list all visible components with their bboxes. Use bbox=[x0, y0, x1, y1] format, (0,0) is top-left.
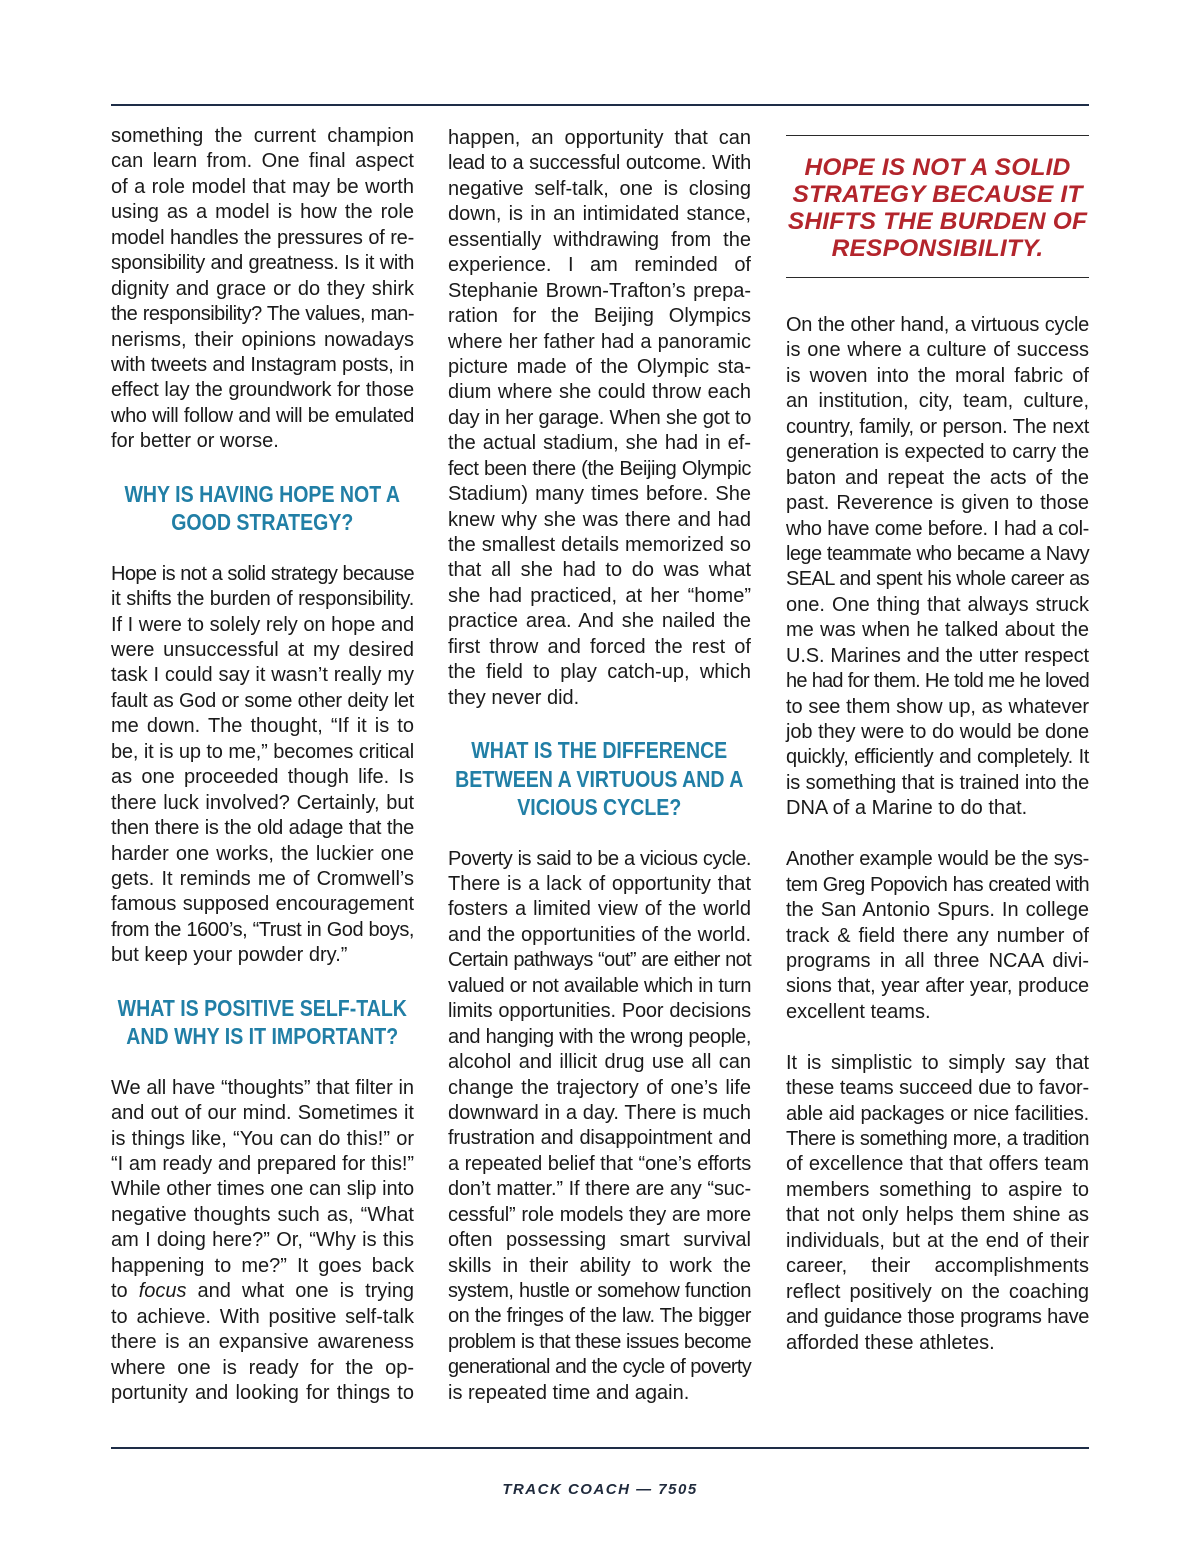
text-line: While other times one can slip into bbox=[111, 1178, 414, 1201]
text-line: model handles the pressures of re- bbox=[111, 226, 414, 249]
text-line: the field to play catch-up, which bbox=[448, 661, 751, 684]
text-line: lead to a successful outcome. With bbox=[448, 152, 751, 175]
text-line: There is something more, a tradition bbox=[786, 1128, 1089, 1150]
text-line: On the other hand, a virtuous cycle bbox=[786, 314, 1089, 336]
text-line: and out of our mind. Sometimes it bbox=[111, 1102, 414, 1125]
text-line: negative thoughts such as, “What bbox=[111, 1203, 414, 1226]
text-line: the responsibility? The values, man- bbox=[111, 303, 414, 326]
top-rule bbox=[111, 104, 1089, 106]
text-line: SEAL and spent his whole career as bbox=[786, 568, 1089, 591]
text-line: where one is ready for the op- bbox=[111, 1356, 414, 1379]
text-line: afforded these athletes. bbox=[786, 1331, 995, 1354]
body-paragraph bbox=[786, 313, 1089, 822]
text-line: first throw and forced the rest of bbox=[448, 635, 751, 658]
text-line: past. Reverence is given to those bbox=[786, 492, 1089, 515]
text-line: knew why she was there and had bbox=[448, 508, 751, 531]
text-line: ration for the Beijing Olympics bbox=[448, 305, 751, 328]
text-line: from the 1600’s, “Trust in God boys, bbox=[111, 918, 414, 941]
text-line: country, family, or person. The next bbox=[786, 415, 1089, 438]
text-line: Stephanie Brown-Trafton’s prepa- bbox=[448, 279, 751, 302]
text-line: downward in a day. There is much bbox=[448, 1101, 751, 1124]
text-line: alcohol and illicit drug use all can bbox=[448, 1051, 751, 1074]
text-line: on the fringes of the law. The bigger bbox=[448, 1305, 751, 1328]
text-line: be, it is up to me,” becomes critical bbox=[111, 740, 414, 763]
heading-line: WHY IS HAVING HOPE NOT A bbox=[124, 480, 401, 507]
text-line: who will follow and will be emulated bbox=[111, 404, 414, 427]
text-line: nerisms, their opinions nowadays bbox=[111, 328, 414, 351]
text-line: to see them show up, as whatever bbox=[786, 695, 1089, 718]
text-line: programs in all three NCAA divi- bbox=[786, 949, 1089, 972]
text-line: is repeated time and again. bbox=[448, 1381, 690, 1404]
text-line: fault as God or some other deity let bbox=[111, 689, 414, 712]
text-line: lege teammate who became a Navy bbox=[786, 542, 1089, 565]
text-line: limits opportunities. Poor decisions bbox=[448, 1000, 751, 1023]
text-line: were unsuccessful at my desired bbox=[111, 639, 414, 661]
text-line bbox=[111, 1279, 414, 1304]
text-line: negative self-talk, one is closing bbox=[448, 177, 751, 200]
text-line: of a role model that may be worth bbox=[111, 175, 414, 198]
text-line: members something to aspire to bbox=[786, 1178, 1089, 1201]
text-line: is woven into the moral fabric of bbox=[786, 364, 1089, 387]
body-paragraph bbox=[786, 1051, 1089, 1356]
text-run: and what one is trying bbox=[186, 1280, 414, 1303]
section-heading bbox=[111, 480, 414, 537]
text-line: happen, an opportunity that can bbox=[448, 127, 751, 149]
text-line: quickly, efficiently and completely. It bbox=[786, 746, 1089, 769]
text-line: experience. I am reminded of bbox=[448, 254, 751, 277]
text-line: able aid packages or nice facilities. bbox=[786, 1102, 1089, 1125]
text-line: There is a lack of opportunity that bbox=[448, 873, 751, 895]
bottom-rule bbox=[111, 1447, 1089, 1449]
text-line: and guidance those programs have bbox=[786, 1306, 1089, 1329]
text-line: Hope is not a solid strategy because bbox=[111, 562, 414, 585]
text-line: the smallest details memorized so bbox=[448, 534, 751, 556]
column-left bbox=[111, 124, 414, 1406]
text-line: If I were to solely rely on hope and bbox=[111, 613, 414, 636]
body-paragraph bbox=[111, 562, 414, 969]
text-line: with tweets and Instagram posts, in bbox=[111, 353, 414, 376]
body-paragraph bbox=[448, 847, 751, 1407]
text-line: don’t matter.” If there are any “suc- bbox=[448, 1178, 751, 1201]
text-line: fect been there (the Beijing Olympic bbox=[448, 457, 751, 480]
text-line: portunity and looking for things to bbox=[111, 1381, 414, 1404]
text-line: task I could say it wasn’t really my bbox=[111, 664, 414, 687]
text-line: and hanging with the wrong people, bbox=[448, 1025, 751, 1048]
pull-quote-line: STRATEGY BECAUSE IT bbox=[792, 181, 1083, 208]
text-line: the San Antonio Spurs. In college bbox=[786, 899, 1089, 922]
text-line: something the current champion bbox=[111, 125, 414, 147]
text-line: dium where she could throw each bbox=[448, 381, 751, 404]
text-line: U.S. Marines and the utter respect bbox=[786, 644, 1089, 667]
text-line: gets. It reminds me of Cromwell’s bbox=[111, 867, 414, 890]
text-line: it shifts the burden of responsibility. bbox=[111, 588, 414, 611]
text-line: of excellence that that offers team bbox=[786, 1153, 1089, 1176]
text-line: to achieve. With positive self-talk bbox=[111, 1305, 414, 1328]
text-line: sions that, year after year, produce bbox=[786, 975, 1089, 998]
heading-line: BETWEEN A VIRTUOUS AND A bbox=[455, 765, 744, 792]
text-line: “I am ready and prepared for this!” bbox=[111, 1153, 414, 1175]
text-line: generational and the cycle of poverty bbox=[448, 1356, 751, 1379]
text-line: Certain pathways “out” are either not bbox=[448, 949, 751, 972]
heading-line: VICIOUS CYCLE? bbox=[517, 794, 682, 821]
text-line: system, hustle or somehow function bbox=[448, 1280, 751, 1302]
text-line: am I doing here?” Or, “Why is this bbox=[111, 1229, 414, 1252]
text-line: sponsibility and greatness. Is it with bbox=[111, 252, 414, 275]
text-line: valued or not available which in turn bbox=[448, 974, 751, 997]
text-line: where her father had a panoramic bbox=[448, 330, 751, 353]
text-line: effect lay the groundwork for those bbox=[111, 379, 414, 402]
body-paragraph bbox=[111, 1076, 414, 1407]
text-line: essentially withdrawing from the bbox=[448, 228, 751, 251]
text-line: that not only helps them shine as bbox=[786, 1204, 1089, 1227]
text-line: excellent teams. bbox=[786, 1000, 931, 1023]
column-middle bbox=[448, 126, 751, 1406]
text-line: can learn from. One final aspect bbox=[111, 150, 414, 173]
body-paragraph bbox=[111, 124, 414, 455]
text-line: picture made of the Olympic sta- bbox=[448, 355, 751, 378]
text-line: fosters a limited view of the world bbox=[448, 898, 751, 921]
text-line: problem is that these issues become bbox=[448, 1330, 751, 1353]
text-line: often possessing smart survival bbox=[448, 1229, 751, 1252]
text-line: as one proceeded though life. Is bbox=[111, 766, 414, 789]
text-line: career, their accomplishments bbox=[786, 1255, 1089, 1278]
text-line: then there is the old adage that the bbox=[111, 817, 414, 840]
text-line: that all she had to do was what bbox=[448, 559, 751, 582]
text-line: me was when he talked about the bbox=[786, 619, 1089, 642]
text-line: for better or worse. bbox=[111, 430, 279, 453]
heading-line: WHAT IS THE DIFFERENCE bbox=[471, 737, 728, 764]
text-line: and the opportunities of the world. bbox=[448, 923, 751, 946]
column-right bbox=[786, 135, 1089, 1356]
text-line: individuals, but at the end of their bbox=[786, 1229, 1089, 1252]
text-line: generation is expected to carry the bbox=[786, 441, 1089, 464]
text-line: an institution, city, team, culture, bbox=[786, 390, 1089, 413]
text-line: job they were to do would be done bbox=[786, 721, 1089, 743]
text-line: the actual stadium, she had in ef- bbox=[448, 432, 751, 455]
heading-line: AND WHY IS IT IMPORTANT? bbox=[126, 1023, 399, 1050]
text-line: happening to me?” It goes back bbox=[111, 1254, 414, 1277]
text-run: to bbox=[111, 1280, 139, 1303]
text-line: but keep your powder dry.” bbox=[111, 944, 348, 967]
text-line: skills in their ability to work the bbox=[448, 1254, 751, 1277]
text-line: change the trajectory of one’s life bbox=[448, 1076, 751, 1099]
heading-line: GOOD STRATEGY? bbox=[171, 509, 354, 536]
text-line: me down. The thought, “If it is to bbox=[111, 715, 414, 738]
text-line: they never did. bbox=[448, 686, 580, 709]
text-line: is something that is trained into the bbox=[786, 771, 1089, 794]
text-line: harder one works, the luckier one bbox=[111, 842, 414, 865]
body-paragraph bbox=[448, 126, 751, 711]
text-line: It is simplistic to simply say that bbox=[786, 1051, 1089, 1074]
page-footer: TRACK COACH — 7505 bbox=[502, 1481, 698, 1498]
pull-quote bbox=[786, 135, 1089, 278]
text-line: one. One thing that always struck bbox=[786, 593, 1089, 616]
section-heading bbox=[111, 994, 414, 1051]
text-line: dignity and grace or do they shirk bbox=[111, 277, 414, 300]
text-line: she had practiced, at her “home” bbox=[448, 584, 751, 607]
text-line: these teams succeed due to favor- bbox=[786, 1077, 1089, 1100]
pull-quote-line: SHIFTS THE BURDEN OF bbox=[787, 208, 1088, 235]
emphasis-text: focus bbox=[138, 1280, 187, 1303]
text-line: Another example would be the sys- bbox=[786, 848, 1089, 871]
text-line: a repeated belief that “one’s efforts bbox=[448, 1152, 751, 1175]
text-line: down, is in an intimidated stance, bbox=[448, 203, 751, 226]
text-line: there is an expansive awareness bbox=[111, 1331, 414, 1354]
text-line: frustration and disappointment and bbox=[448, 1127, 751, 1150]
text-line: he had for them. He told me he loved bbox=[786, 670, 1089, 693]
text-line: baton and repeat the acts of the bbox=[786, 466, 1089, 489]
text-line: using as a model is how the role bbox=[111, 201, 414, 224]
text-line: famous supposed encouragement bbox=[111, 893, 414, 916]
text-line: who have come before. I had a col- bbox=[786, 517, 1089, 540]
text-line: practice area. And she nailed the bbox=[448, 610, 751, 633]
pull-quote-line: HOPE IS NOT A SOLID bbox=[804, 154, 1071, 181]
text-line: there luck involved? Certainly, but bbox=[111, 791, 414, 814]
body-paragraph bbox=[786, 847, 1089, 1025]
text-line: track & field there any number of bbox=[786, 924, 1089, 947]
text-line: DNA of a Marine to do that. bbox=[786, 797, 1028, 820]
text-line: day in her garage. When she got to bbox=[448, 406, 751, 429]
text-line: Poverty is said to be a vicious cycle. bbox=[448, 847, 751, 870]
heading-line: WHAT IS POSITIVE SELF-TALK bbox=[117, 994, 408, 1021]
text-line: tem Greg Popovich has created with bbox=[786, 873, 1089, 896]
text-line: Stadium) many times before. She bbox=[448, 483, 751, 506]
text-line: reflect positively on the coaching bbox=[786, 1280, 1089, 1303]
text-line: is things like, “You can do this!” or bbox=[111, 1127, 414, 1150]
pull-quote-line: RESPONSIBILITY. bbox=[831, 235, 1044, 262]
section-heading bbox=[448, 736, 751, 822]
text-line: We all have “thoughts” that filter in bbox=[111, 1076, 414, 1099]
text-line: is one where a culture of success bbox=[786, 339, 1089, 362]
text-line: cessful” role models they are more bbox=[448, 1203, 751, 1226]
